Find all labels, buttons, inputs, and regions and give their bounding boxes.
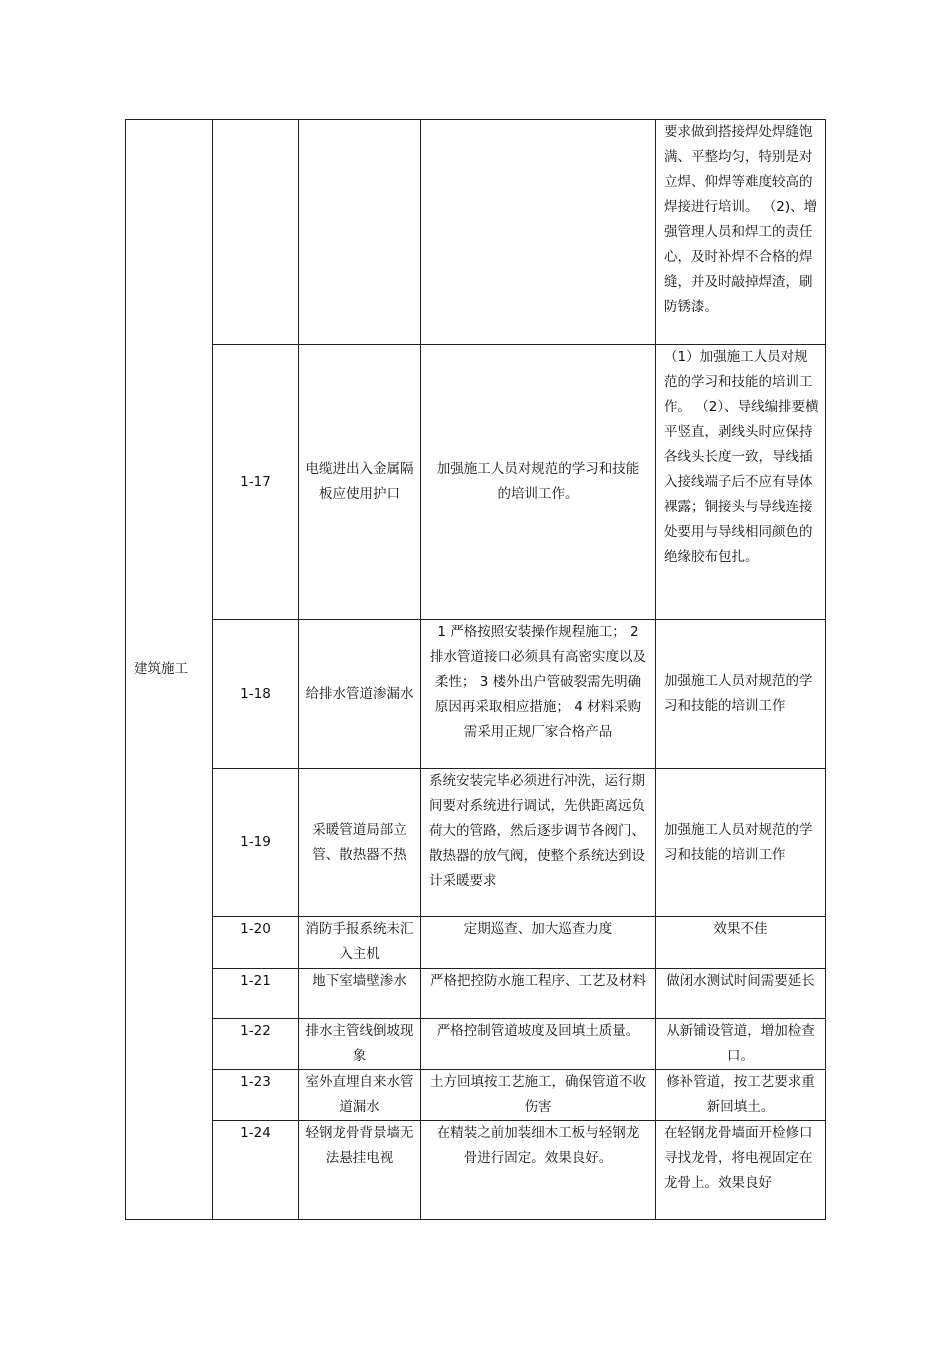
problem-cell: 室外直埋自来水管道漏水	[299, 1070, 421, 1121]
table-row	[126, 769, 826, 917]
cause-cell: 系统安装完毕必须进行冲洗，运行期间要对系统进行调试，先供距离远负荷大的管路，然后逐步调节各阀门、散热器的放气阀，使整个系统达到设计采暖要求	[421, 769, 656, 917]
cause-cell: 1 严格按照安装操作规程施工； 2 排水管道接口必须具有高密实度以及柔性； 3 楼外出户管破裂需先明确原因再采取相应措施； 4 材料采购需采用正规厂家合格产品	[421, 620, 656, 769]
category-cell: 建筑施工	[126, 120, 213, 1220]
table-row	[126, 1070, 826, 1121]
code-cell: 1-22	[213, 1019, 299, 1070]
cause-cell: 土方回填按工艺施工，确保管道不收伤害	[421, 1070, 656, 1121]
problem-cell: 轻钢龙骨背景墙无法悬挂电视	[299, 1121, 421, 1220]
quality-issue-table	[125, 119, 826, 1220]
problem-cell: 地下室墙壁渗水	[299, 969, 421, 1019]
code-cell: 1-19	[213, 769, 299, 917]
measure-cell: 要求做到搭接焊处焊缝饱满、平整均匀，特别是对立焊、仰焊等难度较高的焊接进行培训。 （2)、增强管理人员和焊工的责任心，及时补焊不合格的焊缝，并及时敲掉焊渣，刷防锈漆。	[656, 120, 826, 345]
table-row	[126, 917, 826, 969]
problem-cell: 排水主管线倒坡现象	[299, 1019, 421, 1070]
problem-cell: 消防手报系统未汇入主机	[299, 917, 421, 969]
cause-cell: 严格控制管道坡度及回填土质量。	[421, 1019, 656, 1070]
measure-cell: 从新铺设管道，增加检查口。	[656, 1019, 826, 1070]
table-row	[126, 620, 826, 769]
problem-cell: 采暖管道局部立管、散热器不热	[299, 769, 421, 917]
table-row	[126, 120, 826, 345]
measure-cell: 效果不佳	[656, 917, 826, 969]
code-cell: 1-23	[213, 1070, 299, 1121]
code-cell: 1-21	[213, 969, 299, 1019]
code-cell	[213, 120, 299, 345]
code-cell: 1-20	[213, 917, 299, 969]
problem-cell: 给排水管道渗漏水	[299, 620, 421, 769]
cause-cell: 定期巡查、加大巡查力度	[421, 917, 656, 969]
table-row	[126, 345, 826, 620]
cause-cell: 严格把控防水施工程序、工艺及材料	[421, 969, 656, 1019]
table-row	[126, 1019, 826, 1070]
table-row	[126, 1121, 826, 1220]
problem-cell	[299, 120, 421, 345]
code-cell: 1-17	[213, 345, 299, 620]
code-cell: 1-24	[213, 1121, 299, 1220]
cause-cell	[421, 120, 656, 345]
measure-cell: 加强施工人员对规范的学习和技能的培训工作	[656, 620, 826, 769]
measure-cell: 加强施工人员对规范的学习和技能的培训工作	[656, 769, 826, 917]
table-row	[126, 969, 826, 1019]
code-cell: 1-18	[213, 620, 299, 769]
measure-cell: 做闭水测试时间需要延长	[656, 969, 826, 1019]
cause-cell: 在精装之前加装细木工板与轻钢龙骨进行固定。效果良好。	[421, 1121, 656, 1220]
measure-cell: 修补管道，按工艺要求重新回填土。	[656, 1070, 826, 1121]
cause-cell: 加强施工人员对规范的学习和技能的培训工作。	[421, 345, 656, 620]
measure-cell: （1）加强施工人员对规范的学习和技能的培训工作。 （2）、导线编排要横平竖直，剥线头时应保持各线头长度一致，导线插入接线端子后不应有导体裸露；铜接头与导线连接处要用与导线相同颜色的绝缘胶布包扎。	[656, 345, 826, 620]
problem-cell: 电缆进出入金属隔板应使用护口	[299, 345, 421, 620]
measure-cell: 在轻钢龙骨墙面开检修口寻找龙骨，将电视固定在龙骨上。效果良好	[656, 1121, 826, 1220]
